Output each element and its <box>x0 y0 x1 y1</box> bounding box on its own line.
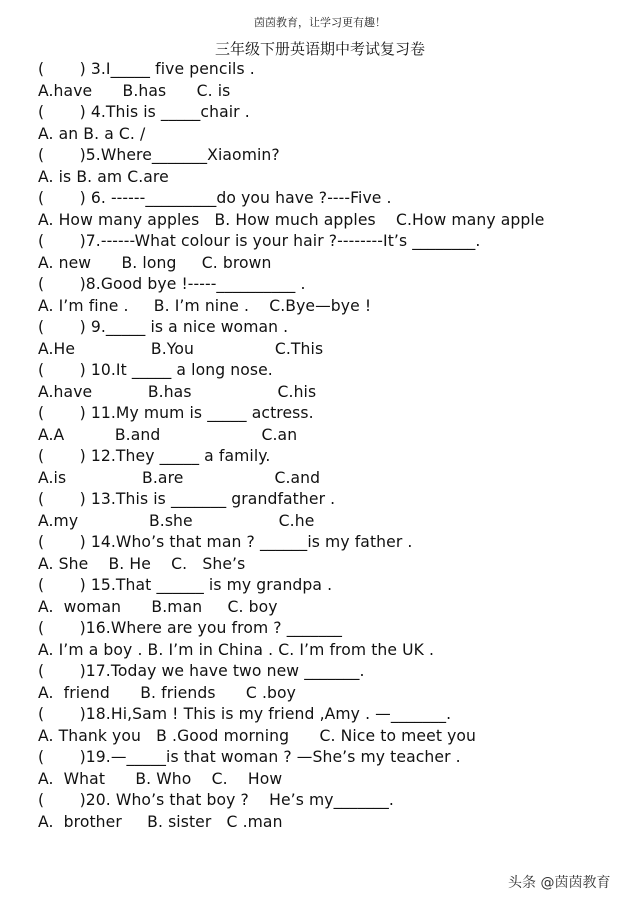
question-15: ( ) 15.That ______ is my grandpa . <box>38 576 333 594</box>
options-12: A.is B.are C.and <box>38 468 321 487</box>
options-10: A.have B.has C.his <box>38 382 317 401</box>
question-9: ( ) 9._____ is a nice woman . <box>38 318 289 336</box>
options-6: A. How many apples B. How much apples C.How many apple <box>38 210 545 229</box>
question-13: ( ) 13.This is _______ grandfather . <box>38 490 336 508</box>
question-16: ( )16.Where are you from ? _______ <box>38 619 343 637</box>
question-18: ( )18.Hi,Sam ! This is my friend ,Amy . —_______. <box>38 705 452 723</box>
question-6: ( ) 6. ------_________do you have ?----Five . <box>38 189 392 207</box>
question-7: ( )7.------What colour is your hair ?--------It’s ________. <box>38 232 481 250</box>
question-3: ( ) 3.I_____ five pencils . <box>38 60 255 78</box>
options-11: A.A B.and C.an <box>38 425 298 444</box>
source-watermark: 头条 @茵茵教育 <box>508 875 611 891</box>
question-12: ( ) 12.They _____ a family. <box>38 447 271 465</box>
page-title: 三年级下册英语期中考试复习卷 <box>214 40 425 58</box>
options-13: A.my B.she C.he <box>38 511 315 530</box>
options-14: A. She B. He C. She’s <box>38 554 246 573</box>
header-note: 茵茵教育，让学习更有趣！ <box>254 16 386 29</box>
question-20: ( )20. Who’s that boy ? He’s my_______. <box>38 791 394 809</box>
options-7: A. new B. long C. brown <box>38 253 272 272</box>
options-3: A.have B.has C. is <box>38 81 231 100</box>
question-5: ( )5.Where_______Xiaomin? <box>38 146 280 164</box>
options-4: A. an B. a C. / <box>38 124 146 143</box>
options-8: A. I’m fine . B. I’m nine . C.Bye—bye ! <box>38 296 372 315</box>
options-20: A. brother B. sister C .man <box>38 812 283 831</box>
options-16: A. I’m a boy . B. I’m in China . C. I’m from the UK . <box>38 640 435 659</box>
options-17: A. friend B. friends C .boy <box>38 683 296 702</box>
question-4: ( ) 4.This is _____chair . <box>38 103 250 121</box>
options-18: A. Thank you B .Good morning C. Nice to meet you <box>38 726 477 745</box>
question-14: ( ) 14.Who’s that man ? ______is my father . <box>38 533 413 551</box>
options-19: A. What B. Who C. How <box>38 769 283 788</box>
options-5: A. is B. am C.are <box>38 167 169 186</box>
options-15: A. woman B.man C. boy <box>38 597 278 616</box>
options-9: A.He B.You C.This <box>38 339 324 358</box>
question-17: ( )17.Today we have two new _______. <box>38 662 365 680</box>
question-10: ( ) 10.It _____ a long nose. <box>38 361 273 379</box>
question-11: ( ) 11.My mum is _____ actress. <box>38 404 314 422</box>
exercise-list <box>38 59 628 833</box>
question-8: ( )8.Good bye !-----__________ . <box>38 275 306 293</box>
question-19: ( )19.—_____is that woman ? —She’s my teacher . <box>38 748 461 766</box>
